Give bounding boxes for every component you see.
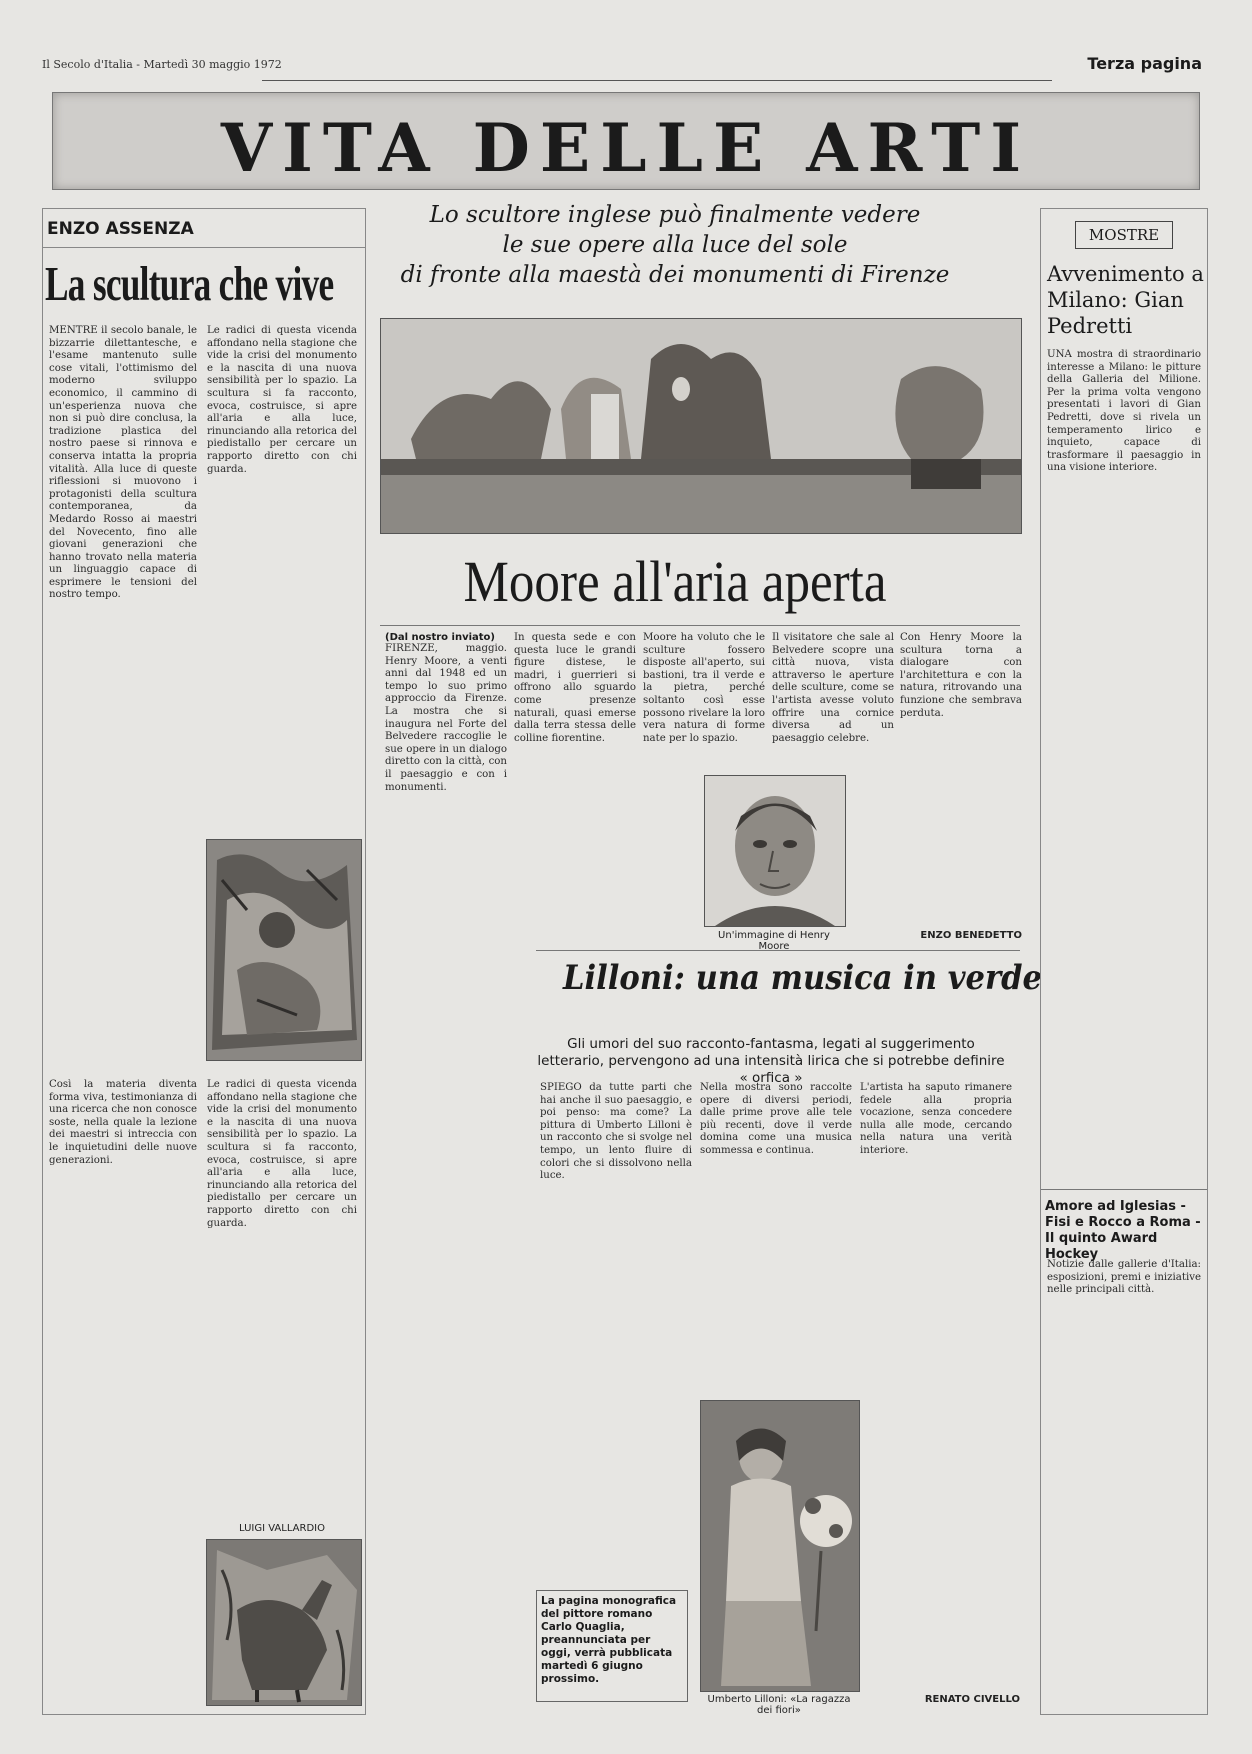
masthead-date: Il Secolo d'Italia - Martedì 30 maggio 1972 bbox=[42, 58, 282, 71]
article-author: ENZO ASSENZA bbox=[47, 219, 194, 239]
article-text: Il visitatore che sale al Belvedere scopre una città nuova, vista attraverso le aperture delle sculture, come se l'artista avesse voluto offrire una cornice diversa ad un paesaggio celebre. bbox=[772, 632, 894, 744]
photo-caption: Umberto Lilloni: «La ragazza dei fiori» bbox=[707, 1694, 851, 1716]
page-section-title: Terza pagina bbox=[1087, 54, 1202, 73]
subhead-line: Lo scultore inglese può finalmente vedere bbox=[429, 202, 921, 228]
portrait-image bbox=[705, 776, 845, 926]
divider bbox=[43, 247, 365, 248]
article-signature: RENATO CIVELLO bbox=[924, 1694, 1020, 1705]
article-text: SPIEGO da tutte parti che hai anche il suo paesaggio, e poi penso: ma come? La pittura di Umberto Lilloni è un racconto che si svolge nel tempo, un lento fluire di colori che si dissolvono nella luce. bbox=[540, 1082, 692, 1182]
article-text: Nella mostra sono raccolte opere di diversi periodi, dalle prime prove alle tele più recenti, dove il verde domina come una musica sommessa e continua. bbox=[700, 1082, 852, 1156]
article-text: Notizie dalle gallerie d'Italia: esposizioni, premi e iniziative nelle principali città. bbox=[1047, 1259, 1201, 1296]
sculpture-photo bbox=[206, 1539, 362, 1706]
article-signature: ENZO BENEDETTO bbox=[920, 930, 1022, 941]
left-article bbox=[42, 208, 366, 1715]
article-text: In questa sede e con questa luce le grandi figure distese, le madri, i guerrieri si offrono allo sguardo come presenze naturali, quasi emerse dalla terra stessa delle colline fiorentine. bbox=[514, 632, 636, 744]
lilloni-subheadline: Gli umori del suo racconto-fantasma, legati al suggerimento letterario, pervengono ad una intensità lirica che si potrebbe definire « orfica » bbox=[537, 1036, 1005, 1086]
section-label: MOSTRE bbox=[1075, 221, 1173, 249]
lilloni-column bbox=[540, 1082, 692, 1582]
article-headline: La scultura che vive bbox=[45, 256, 334, 311]
sculpture-photo bbox=[206, 839, 362, 1061]
section-banner bbox=[52, 92, 1200, 190]
column-headline: Avvenimento a Milano: Gian Pedretti bbox=[1047, 262, 1204, 338]
article-text: L'artista ha saputo rimanere fedele alla propria vocazione, senza concedere nulla alle mode, cercando nella natura una verità interiore. bbox=[860, 1082, 1012, 1156]
masthead bbox=[42, 56, 1202, 76]
outdoor-sculptures-image bbox=[381, 319, 1021, 533]
article-text: Le radici di questa vicenda affondano nella stagione che vide la crisi del monumento e la nascita di una nuova sensibilità per lo spazio. La scultura si fa racconto, evoca, costruisce, si apre all'aria e alla luce, rinunciando alla retorica del piedistallo per cercare un rapporto diretto con chi guarda. bbox=[207, 1079, 357, 1229]
article-text: Così la materia diventa forma viva, testimonianza di una ricerca che non conosce soste, nella quale la lezione dei maestri si intreccia con le inquietudini delle nuove generazioni. bbox=[49, 1079, 197, 1166]
article-text: Moore ha voluto che le sculture fossero disposte all'aperto, sui bastioni, tra il verde e la pietra, perché soltanto così esse possono rivelare la loro vera natura di forme nate per lo spazio. bbox=[643, 632, 765, 744]
masthead-rule bbox=[262, 80, 1052, 81]
subhead-line: di fronte alla maestà dei monumenti di Firenze bbox=[400, 262, 950, 288]
article-text: Le radici di questa vicenda affondano nella stagione che vide la crisi del monumento e la nascita di una nuova sensibilità per lo spazio. La scultura si fa racconto, evoca, costruisce, si apre all'aria e alla luce, rinunciando alla retorica del piedistallo per cercare un rapporto diretto con chi guarda. bbox=[207, 325, 357, 475]
moore-sculptures-photo bbox=[380, 318, 1022, 534]
painting-girl-flowers-image bbox=[701, 1401, 859, 1691]
lilloni-painting bbox=[700, 1400, 860, 1692]
moore-column bbox=[514, 632, 636, 942]
sculpture-relief-image bbox=[207, 840, 361, 1060]
lilloni-column bbox=[700, 1082, 852, 1392]
divider bbox=[536, 950, 1020, 951]
moore-column bbox=[385, 632, 507, 942]
notice-box bbox=[536, 1590, 688, 1702]
notice-text: La pagina monografica del pittore romano Carlo Quaglia, preannunciata per oggi, verrà pubblicata martedì 6 giugno prossimo. bbox=[541, 1595, 677, 1685]
subhead-line: le sue opere alla luce del sole bbox=[502, 232, 848, 258]
article-column bbox=[49, 1079, 197, 1699]
photo-caption: Un'immagine di Henry Moore bbox=[718, 930, 830, 952]
divider bbox=[1041, 1189, 1207, 1190]
moore-subheadline bbox=[390, 200, 960, 290]
henry-moore-portrait bbox=[704, 775, 846, 927]
dateline: (Dal nostro inviato) bbox=[385, 632, 495, 643]
article-text: FIRENZE, maggio. Henry Moore, a venti anni dal 1948 ed un tempo lo suo primo approccio da Firenze. La mostra che si inaugura nel Forte del Belvedere raccoglie le sue opere in un dialogo diretto con la città, con il paesaggio e con i monumenti. bbox=[385, 643, 507, 793]
divider bbox=[380, 625, 1020, 626]
article-text: UNA mostra di straordinario interesse a Milano: le pitture della Galleria del Milione. Per la prima volta vengono presentati i lavori di Gian Pedretti, dove si rivela un temperamento lirico e inquieto, capace di trasformare il paesaggio in una visione interiore. bbox=[1047, 349, 1201, 474]
lilloni-column bbox=[860, 1082, 1012, 1702]
column-text bbox=[1047, 1259, 1201, 1699]
right-column bbox=[1040, 208, 1208, 1715]
lilloni-headline: Lilloni: una musica in verde bbox=[563, 958, 1042, 998]
article-column bbox=[207, 1079, 357, 1519]
horse-relief-image bbox=[207, 1540, 361, 1705]
column-text bbox=[1047, 349, 1201, 1179]
moore-column bbox=[643, 632, 765, 772]
column-headline-2: Amore ad Iglesias - Fisi e Rocco a Roma - Il quinto Award Hockey bbox=[1045, 1199, 1201, 1262]
banner-title: VITA DELLE ARTI bbox=[220, 109, 1032, 187]
moore-column bbox=[900, 632, 1022, 922]
article-column bbox=[49, 325, 197, 1075]
moore-headline: Moore all'aria aperta bbox=[463, 549, 887, 614]
article-text: Con Henry Moore la scultura torna a dialogare con l'architettura e con la natura, ritrovando una funzione che sembrava perduta. bbox=[900, 632, 1022, 719]
photo-credit: LUIGI VALLARDIO bbox=[239, 1523, 325, 1534]
article-text: MENTRE il secolo banale, le bizzarrie dilettantesche, e l'esame mantenuto sulle cose vitali, l'ottimismo del moderno sviluppo economico, il cammino di un'esperienza nuova che non si può dire conclusa, la tradizione plastica del nostro paese si rinnova e conserva intatta la propria vitalità. Alla luce di queste riflessioni si muovono i protagonisti della scultura contemporanea, da Medardo Rosso ai maestri del Novecento, fino alle giovani generazioni che hanno trovato nella materia un linguaggio capace di esprimere le tensioni del nostro tempo. bbox=[49, 325, 197, 601]
article-column bbox=[207, 325, 357, 855]
